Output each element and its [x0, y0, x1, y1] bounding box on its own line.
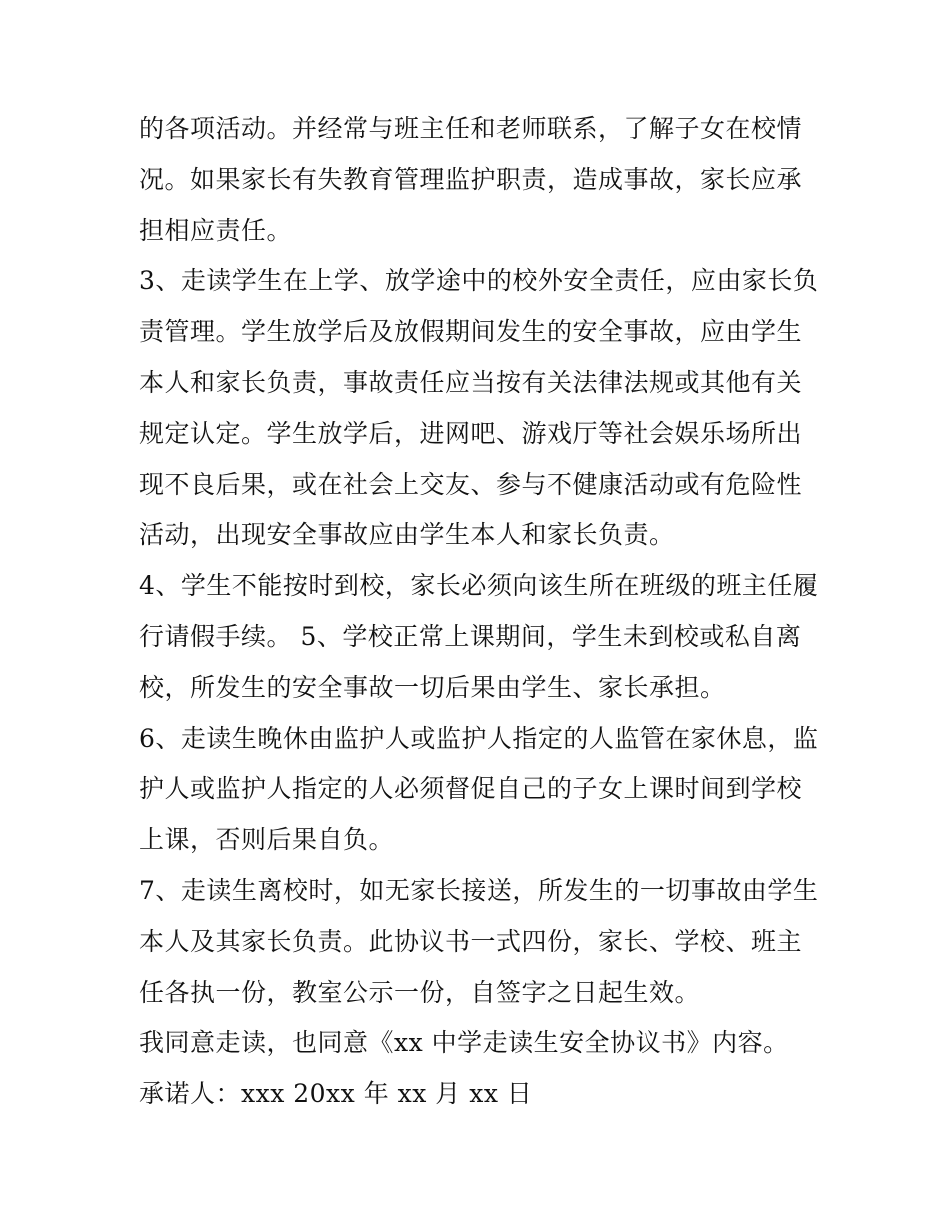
document-body [139, 104, 819, 1120]
paragraph-item-3: 3、走读学生在上学、放学途中的校外安全责任，应由家长负责管理。学生放学后及放假期间发生的安全事故，应由学生本人和家长负责，事故责任应当按有关法律法规或其他有关规定认定。学生放学后，进网吧、游戏厅等社会娱乐场所出现不良后果，或在社会上交友、参与不健康活动或有危险性活动，出现安全事故应由学生本人和家长负责。 [139, 266, 819, 550]
paragraph-item-7: 7、走读生离校时，如无家长接送，所发生的一切事故由学生本人及其家长负责。此协议书一式四份，家长、学校、班主任各执一份，教室公示一份，自签字之日起生效。 [139, 875, 819, 1007]
paragraph-continuation: 的各项活动。并经常与班主任和老师联系，了解子女在校情况。如果家长有失教育管理监护职责，造成事故，家长应承担相应责任。 [139, 114, 803, 245]
paragraph-item-6: 6、走读生晚休由监护人或监护人指定的人监管在家休息，监护人或监护人指定的人必须督促自己的子女上课时间到学校上课，否则后果自负。 [139, 723, 819, 855]
paragraph-consent-signature: 我同意走读，也同意《xx 中学走读生安全协议书》内容。 承诺人：xxx 20xx 年 xx 月 xx 日 [139, 1028, 789, 1109]
paragraph-item-4-5: 4、学生不能按时到校，家长必须向该生所在班级的班主任履行请假手续。 5、学校正常上课期间，学生未到校或私自离校，所发生的安全事故一切后果由学生、家长承担。 [139, 571, 819, 702]
